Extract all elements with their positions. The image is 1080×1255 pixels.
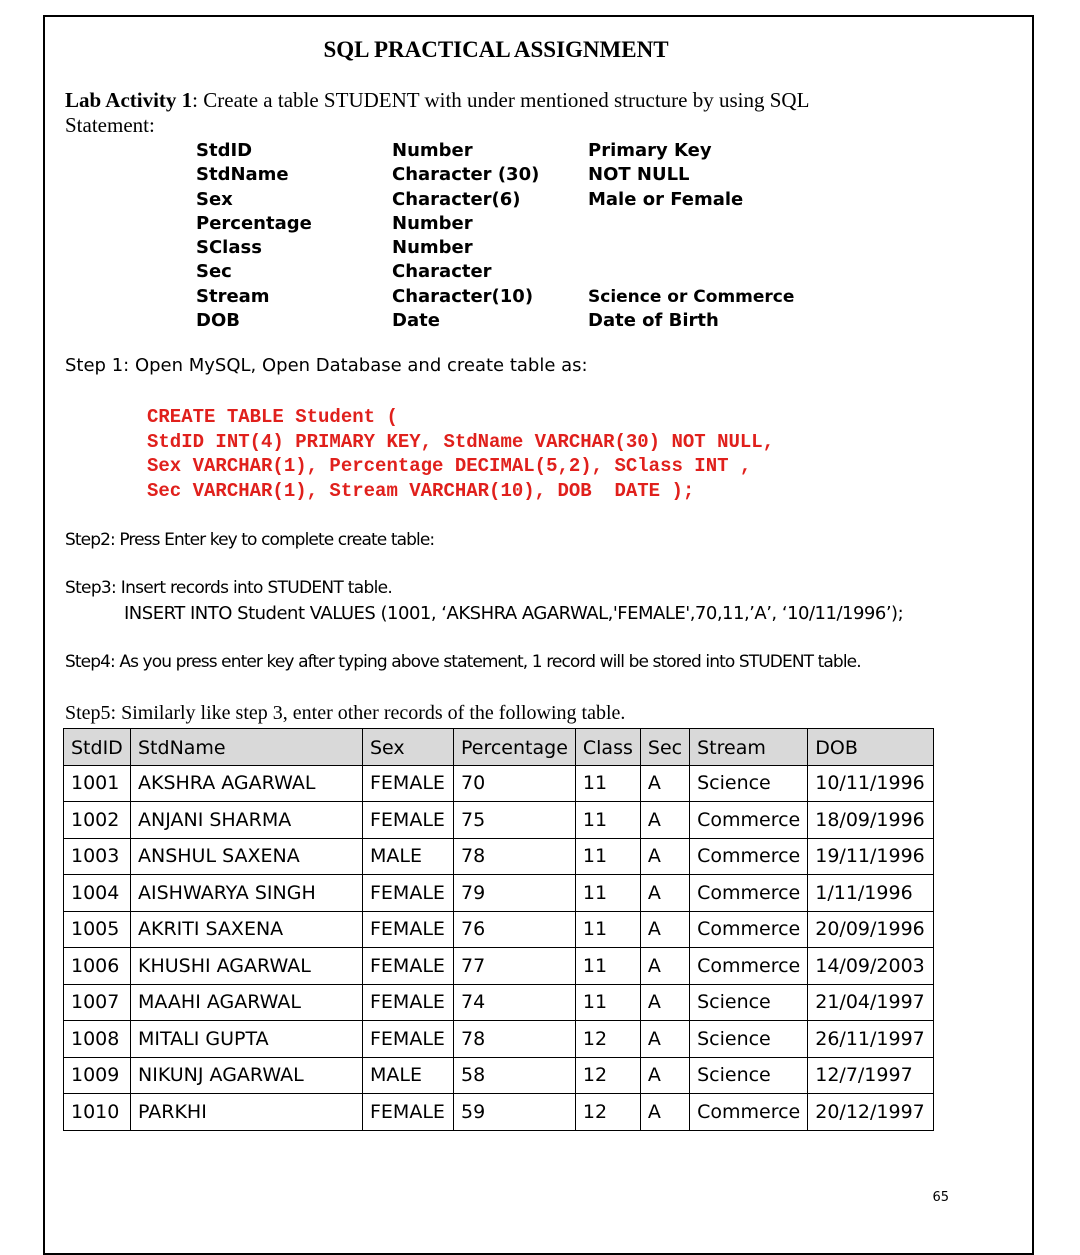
table-cell: 19/11/1996	[808, 838, 934, 875]
table-cell: 1006	[64, 948, 131, 985]
table-cell: Commerce	[690, 875, 808, 912]
field-constraint: Science or Commerce	[588, 286, 795, 307]
table-cell: 76	[454, 911, 576, 948]
table-cell: FEMALE	[363, 1021, 454, 1058]
table-cell: 78	[454, 1021, 576, 1058]
table-cell: 1008	[64, 1021, 131, 1058]
table-cell: 12/7/1997	[808, 1057, 934, 1094]
field-type: Number	[392, 212, 473, 234]
table-cell: 1009	[64, 1057, 131, 1094]
table-cell: A	[640, 1094, 689, 1131]
table-cell: FEMALE	[363, 911, 454, 948]
table-cell: 75	[454, 802, 576, 839]
column-header: Percentage	[454, 729, 576, 766]
table-cell: A	[640, 802, 689, 839]
step-3: Step3: Insert records into STUDENT table.	[65, 578, 393, 598]
field-name: Sex	[196, 188, 233, 210]
table-cell: 70	[454, 765, 576, 802]
table-cell: 20/12/1997	[808, 1094, 934, 1131]
field-constraint: NOT NULL	[588, 164, 690, 186]
field-constraint: Primary Key	[588, 140, 712, 161]
table-cell: Commerce	[690, 948, 808, 985]
table-cell: MALE	[363, 838, 454, 875]
table-cell: 58	[454, 1057, 576, 1094]
field-constraint	[588, 236, 848, 260]
table-cell: 11	[575, 948, 640, 985]
field-type: Character(10)	[392, 285, 534, 307]
table-cell: A	[640, 984, 689, 1021]
structure-row	[196, 309, 848, 333]
table-cell: 77	[454, 948, 576, 985]
field-type: Character	[392, 261, 492, 283]
table-cell: 1003	[64, 838, 131, 875]
column-header: StdName	[131, 729, 363, 766]
column-header: Stream	[690, 729, 808, 766]
step-1: Step 1: Open MySQL, Open Database and create table as:	[65, 355, 588, 376]
table-cell: NIKUNJ AGARWAL	[131, 1057, 363, 1094]
table-cell: 10/11/1996	[808, 765, 934, 802]
table-row	[64, 875, 934, 912]
table-cell: 1001	[64, 765, 131, 802]
table-cell: FEMALE	[363, 802, 454, 839]
step-4: Step4: As you press enter key after typing above statement, 1 record will be stored into STUDENT table.	[65, 652, 861, 672]
table-cell: FEMALE	[363, 875, 454, 912]
student-table	[63, 728, 934, 1131]
field-name: Stream	[196, 285, 270, 307]
table-cell: Commerce	[690, 911, 808, 948]
structure-row	[196, 188, 848, 212]
structure-row	[196, 139, 848, 163]
table-row	[64, 948, 934, 985]
table-cell: A	[640, 948, 689, 985]
code-line: StdID INT(4) PRIMARY KEY, StdName VARCHAR(30) NOT NULL,	[147, 430, 775, 453]
table-cell: 12	[575, 1021, 640, 1058]
structure-row	[196, 212, 848, 236]
table-cell: A	[640, 765, 689, 802]
table-row	[64, 838, 934, 875]
field-constraint	[588, 260, 848, 284]
table-cell: AKRITI SAXENA	[131, 911, 363, 948]
table-cell: Commerce	[690, 1094, 808, 1131]
code-line: CREATE TABLE Student (	[147, 406, 398, 428]
structure-row	[196, 260, 848, 284]
table-cell: A	[640, 875, 689, 912]
field-name: Sec	[196, 261, 232, 283]
table-cell: A	[640, 911, 689, 948]
structure-row	[196, 236, 848, 260]
field-constraint: Male or Female	[588, 188, 744, 210]
table-cell: 21/04/1997	[808, 984, 934, 1021]
table-row	[64, 802, 934, 839]
table-cell: FEMALE	[363, 765, 454, 802]
table-cell: 1007	[64, 984, 131, 1021]
lab-activity-text	[65, 88, 865, 138]
table-cell: 1010	[64, 1094, 131, 1131]
table-cell: 1005	[64, 911, 131, 948]
field-name: StdName	[196, 164, 289, 186]
table-cell: FEMALE	[363, 1094, 454, 1131]
insert-statement: INSERT INTO Student VALUES (1001, ‘AKSHRA AGARWAL,'FEMALE',70,11,’A’, ‘10/11/1996’);	[124, 603, 904, 624]
table-cell: Science	[690, 984, 808, 1021]
table-cell: MALE	[363, 1057, 454, 1094]
table-cell: ANJANI SHARMA	[131, 802, 363, 839]
page-title: SQL PRACTICAL ASSIGNMENT	[323, 37, 669, 62]
table-cell: 79	[454, 875, 576, 912]
table-row	[64, 1057, 934, 1094]
sql-create-code	[147, 405, 774, 503]
field-name: DOB	[196, 310, 240, 332]
table-cell: 59	[454, 1094, 576, 1131]
table-row	[64, 765, 934, 802]
table-cell: 11	[575, 911, 640, 948]
table-cell: FEMALE	[363, 948, 454, 985]
table-row	[64, 1094, 934, 1131]
table-row	[64, 984, 934, 1021]
step-2: Step2: Press Enter key to complete create table:	[65, 530, 435, 550]
field-constraint	[588, 212, 848, 236]
table-cell: AKSHRA AGARWAL	[131, 765, 363, 802]
table-cell: 20/09/1996	[808, 911, 934, 948]
lab-activity-label: Lab Activity 1	[65, 88, 193, 112]
table-cell: 11	[575, 838, 640, 875]
step-5: Step5: Similarly like step 3, enter other records of the following table.	[65, 702, 626, 724]
table-body	[64, 765, 934, 1130]
table-row	[64, 1021, 934, 1058]
table-cell: KHUSHI AGARWAL	[131, 948, 363, 985]
field-name: StdID	[196, 140, 253, 161]
table-cell: Science	[690, 1057, 808, 1094]
table-cell: 1004	[64, 875, 131, 912]
table-cell: 78	[454, 838, 576, 875]
column-header: StdID	[64, 729, 131, 766]
column-header: Sec	[640, 729, 689, 766]
table-cell: Commerce	[690, 838, 808, 875]
table-cell: PARKHI	[131, 1094, 363, 1131]
table-cell: Science	[690, 765, 808, 802]
field-name: Percentage	[196, 212, 312, 234]
table-cell: A	[640, 838, 689, 875]
table-cell: MITALI GUPTA	[131, 1021, 363, 1058]
table-cell: 74	[454, 984, 576, 1021]
table-cell: 1/11/1996	[808, 875, 934, 912]
lab-activity-description: : Create a table STUDENT with under mentioned structure by using SQL Statement:	[65, 88, 809, 137]
table-cell: MAAHI AGARWAL	[131, 984, 363, 1021]
structure-row	[196, 285, 848, 309]
table-row	[64, 911, 934, 948]
table-cell: A	[640, 1021, 689, 1058]
table-cell: FEMALE	[363, 984, 454, 1021]
table-cell: AISHWARYA SINGH	[131, 875, 363, 912]
table-cell: 11	[575, 875, 640, 912]
field-constraint: Date of Birth	[588, 310, 719, 332]
structure-list	[196, 139, 848, 333]
table-cell: Science	[690, 1021, 808, 1058]
table-cell: 11	[575, 765, 640, 802]
table-cell: 12	[575, 1057, 640, 1094]
field-name: SClass	[196, 237, 262, 259]
table-cell: 11	[575, 984, 640, 1021]
table-cell: Commerce	[690, 802, 808, 839]
column-header: Class	[575, 729, 640, 766]
field-type: Number	[392, 140, 473, 161]
table-cell: A	[640, 1057, 689, 1094]
table-cell: 12	[575, 1094, 640, 1131]
table-header-row	[64, 729, 934, 766]
column-header: DOB	[808, 729, 934, 766]
field-type: Character (30)	[392, 164, 540, 186]
table-cell: 1002	[64, 802, 131, 839]
table-cell: 26/11/1997	[808, 1021, 934, 1058]
code-line: Sec VARCHAR(1), Stream VARCHAR(10), DOB DATE );	[147, 479, 695, 502]
structure-row	[196, 163, 848, 187]
page-number: 65	[932, 1190, 949, 1205]
code-line: Sex VARCHAR(1), Percentage DECIMAL(5,2), SClass INT ,	[147, 455, 752, 477]
field-type: Number	[392, 237, 473, 259]
field-type: Date	[392, 310, 440, 332]
table-cell: 14/09/2003	[808, 948, 934, 985]
field-type: Character(6)	[392, 188, 521, 210]
table-cell: ANSHUL SAXENA	[131, 838, 363, 875]
table-cell: 11	[575, 802, 640, 839]
table-cell: 18/09/1996	[808, 802, 934, 839]
column-header: Sex	[363, 729, 454, 766]
